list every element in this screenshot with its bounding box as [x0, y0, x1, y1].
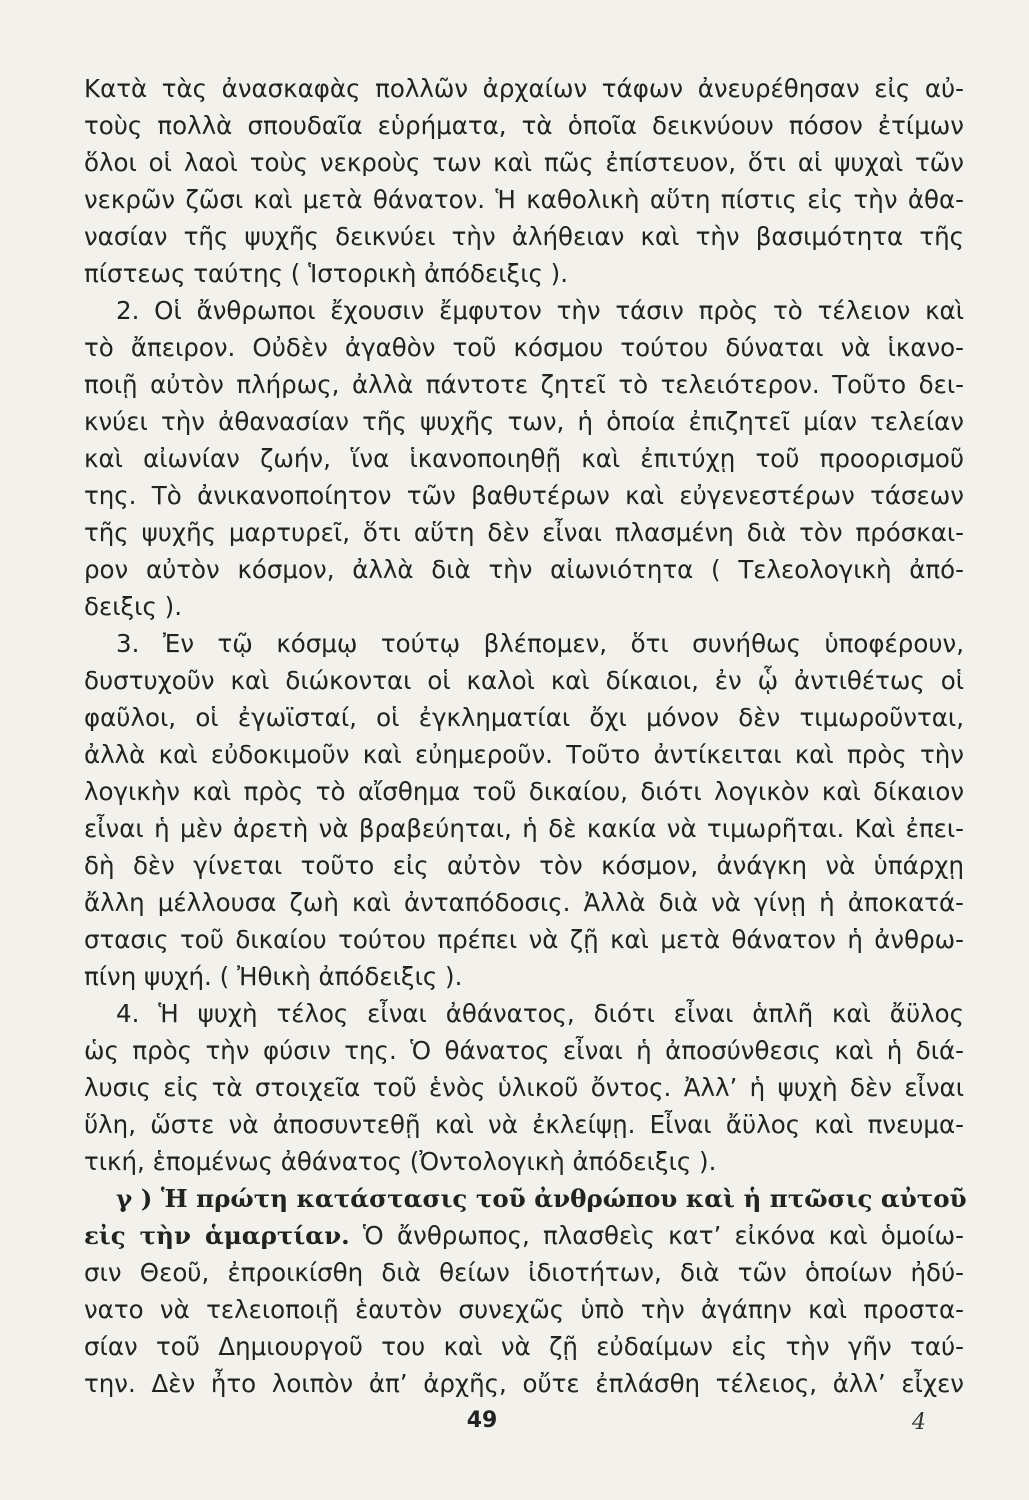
text-line: δυστυχοῦν καὶ διώκονται οἱ καλοὶ καὶ δίκαιοι, ἐν ᾧ ἀντιθέτως οἱ — [84, 666, 964, 695]
page-number: 49 — [466, 1408, 498, 1433]
text-line: της. Τὸ ἀνικανοποίητον τῶν βαθυτέρων καὶ εὐγενεστέρων τάσεων — [84, 481, 964, 510]
text-line: νεκρῶν ζῶσι καὶ μετὰ θάνατον. Ἡ καθολικὴ αὕτη πίστις εἰς τὴν ἀθα- — [84, 185, 964, 214]
text-line: πίστεως ταύτης ( Ἱστορικὴ ἀπόδειξις ). — [84, 259, 569, 288]
section-heading-end: εἰς τὴν ἁμαρτίαν. — [84, 1221, 350, 1250]
text-line: νατο νὰ τελειοποιῇ ἑαυτὸν συνεχῶς ὑπὸ τὴν ἀγάπην καὶ προστα- — [84, 1295, 964, 1324]
section-heading: γ ) Ἡ πρώτη κατάστασις τοῦ ἀνθρώπου καὶ ἡ πτῶσις αὐτοῦ — [116, 1184, 967, 1213]
text-line: τὸ ἄπειρον. Οὐδὲν ἀγαθὸν τοῦ κόσμου τούτου δύναται νὰ ἱκανο- — [84, 333, 964, 362]
text-line: κνύει τὴν ἀθανασίαν τῆς ψυχῆς των, ἡ ὁποία ἐπιζητεῖ μίαν τελείαν — [84, 407, 964, 436]
text-line: 4. Ἡ ψυχὴ τέλος εἶναι ἀθάνατος, διότι εἶναι ἁπλῆ καὶ ἄϋλος — [116, 999, 964, 1028]
text-line: φαῦλοι, οἱ ἐγωϊσταί, οἱ ἐγκληματίαι ὄχι μόνον δὲν τιμωροῦνται, — [84, 703, 964, 732]
text-line: ὅλοι οἱ λαοὶ τοὺς νεκροὺς των καὶ πῶς ἐπίστευον, ὅτι αἱ ψυχαὶ τῶν — [84, 148, 964, 177]
body-text — [84, 70, 967, 1402]
text-fragment: Ὁ ἄνθρωπος, πλασθεὶς κατ’ εἰκόνα καὶ ὁμοίω- — [349, 1221, 964, 1250]
text-line: ποιῇ αὐτὸν πλήρως, ἀλλὰ πάντοτε ζητεῖ τὸ τελειότερον. Τοῦτο δει- — [84, 370, 964, 399]
text-line: δὴ δὲν γίνεται τοῦτο εἰς αὐτὸν τὸν κόσμον, ἀνάγκη νὰ ὑπάρχῃ — [84, 851, 964, 880]
text-line: τοὺς πολλὰ σπουδαῖα εὑρήματα, τὰ ὁποῖα δεικνύουν πόσον ἐτίμων — [84, 111, 964, 140]
text-line: 2. Οἱ ἄνθρωποι ἔχουσιν ἔμφυτον τὴν τάσιν πρὸς τὸ τέλειον καὶ — [116, 296, 964, 325]
text-line: νασίαν τῆς ψυχῆς δεικνύει τὴν ἀλήθειαν καὶ τὴν βασιμότητα τῆς — [84, 222, 964, 251]
text-line: Κατὰ τὰς ἀνασκαφὰς πολλῶν ἀρχαίων τάφων ἀνευρέθησαν εἰς αὐ- — [84, 74, 964, 103]
text-line: λογικὴν καὶ πρὸς τὸ αἴσθημα τοῦ δικαίου, διότι λογικὸν καὶ δίκαιον — [84, 777, 964, 806]
text-line: τική, ἑπομένως ἀθάνατος (Ὀντολογικὴ ἀπόδειξις ). — [84, 1147, 717, 1176]
text-line: την. Δὲν ἦτο λοιπὸν ἀπ’ ἀρχῆς, οὔτε ἐπλάσθη τέλειος, ἀλλ’ εἶχεν — [84, 1369, 964, 1398]
text-line: ὡς πρὸς τὴν φύσιν της. Ὁ θάνατος εἶναι ἡ ἀποσύνθεσις καὶ ἡ διά- — [84, 1036, 964, 1065]
text-line: σίαν τοῦ Δημιουργοῦ του καὶ νὰ ζῇ εὐδαίμων εἰς τὴν γῆν ταύ- — [84, 1332, 964, 1361]
signature-mark: 4 — [912, 1410, 926, 1435]
text-line: 3. Ἐν τῷ κόσμῳ τούτῳ βλέπομεν, ὅτι συνήθως ὑποφέρουν, — [116, 629, 964, 658]
text-line: λυσις εἰς τὰ στοιχεῖα τοῦ ἑνὸς ὑλικοῦ ὄντος. Ἀλλ’ ἡ ψυχὴ δὲν εἶναι — [84, 1073, 964, 1102]
text-line: σιν Θεοῦ, ἐπροικίσθη διὰ θείων ἰδιοτήτων, διὰ τῶν ὁποίων ἠδύ- — [84, 1258, 964, 1287]
text-line: πίνη ψυχή. ( Ἠθικὴ ἀπόδειξις ). — [84, 962, 463, 991]
text-line: τῆς ψυχῆς μαρτυρεῖ, ὅτι αὕτη δὲν εἶναι πλασμένη διὰ τὸν πρόσκαι- — [84, 518, 964, 547]
text-line: στασις τοῦ δικαίου τούτου πρέπει νὰ ζῇ καὶ μετὰ θάνατον ἡ ἀνθρω- — [84, 925, 964, 954]
text-line: ἄλλη μέλλουσα ζωὴ καὶ ἀνταπόδοσις. Ἀλλὰ διὰ νὰ γίνῃ ἡ ἀποκατά- — [84, 888, 964, 917]
text-line: ὕλη, ὥστε νὰ ἀποσυντεθῇ καὶ νὰ ἐκλείψῃ. Εἶναι ἄϋλος καὶ πνευμα- — [84, 1110, 964, 1139]
text-line: ἀλλὰ καὶ εὐδοκιμοῦν καὶ εὐημεροῦν. Τοῦτο ἀντίκειται καὶ πρὸς τὴν — [84, 740, 964, 769]
text-line: δειξις ). — [84, 592, 182, 621]
text-line: καὶ αἰωνίαν ζωήν, ἵνα ἱκανοποιηθῇ καὶ ἐπιτύχῃ τοῦ προορισμοῦ — [84, 444, 964, 473]
text-line: εἶναι ἡ μὲν ἀρετὴ νὰ βραβεύηται, ἡ δὲ κακία νὰ τιμωρῆται. Καὶ ἐπει- — [84, 814, 964, 843]
text-line: ρον αὐτὸν κόσμον, ἀλλὰ διὰ τὴν αἰωνιότητα ( Τελεολογικὴ ἀπό- — [84, 555, 964, 584]
section-heading-line — [84, 1180, 967, 1217]
text-line — [84, 1217, 964, 1254]
